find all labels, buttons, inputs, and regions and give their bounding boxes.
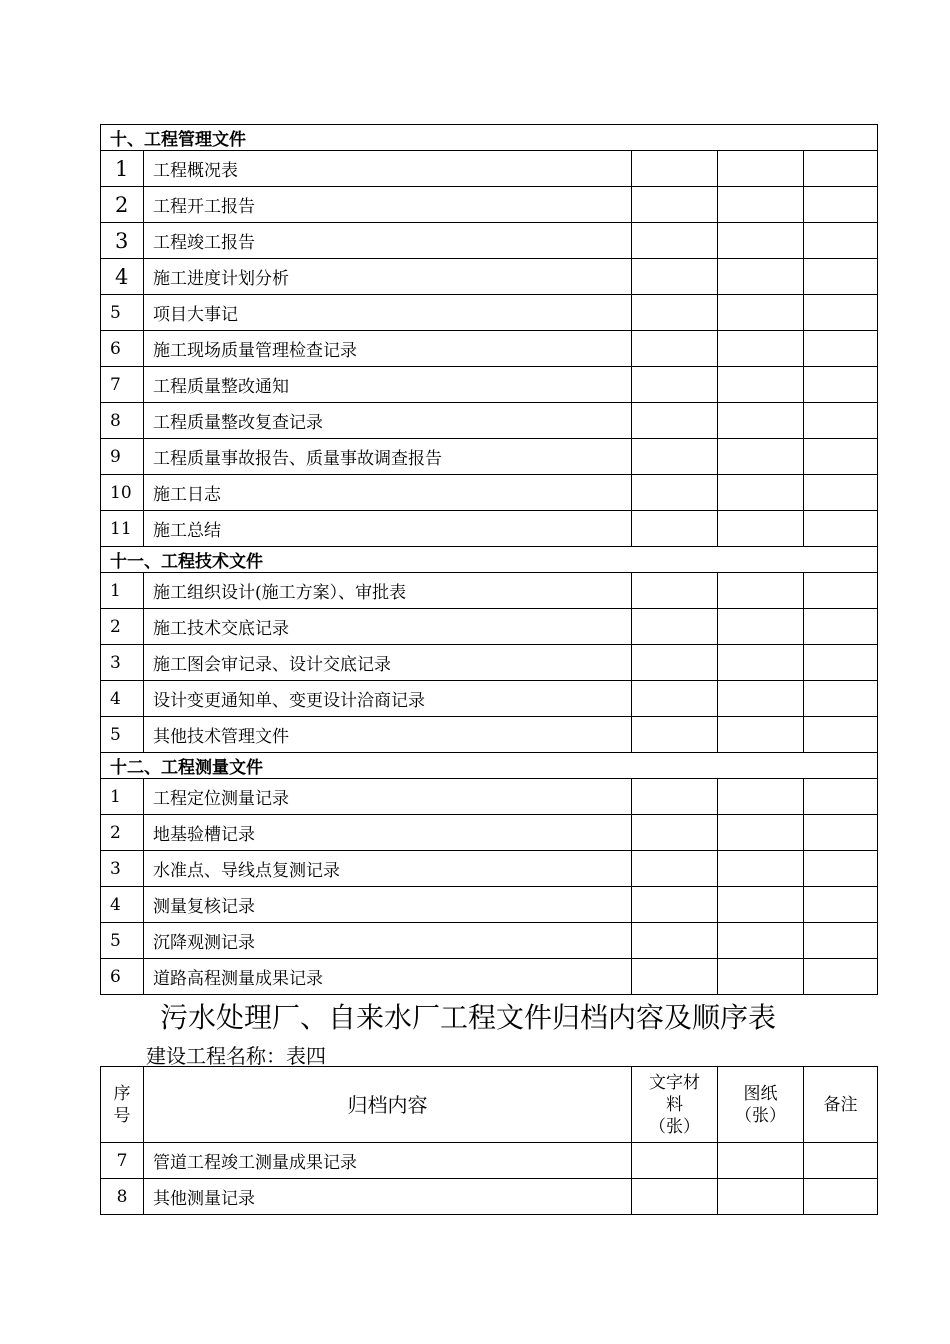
section-title: 十二、工程测量文件 xyxy=(101,753,878,779)
text-pages-cell xyxy=(632,259,718,295)
table-row xyxy=(101,573,878,609)
row-number: 4 xyxy=(101,259,144,295)
row-number: 9 xyxy=(101,439,144,475)
drawing-pages-cell xyxy=(718,367,804,403)
table-row xyxy=(101,1143,878,1179)
table-row xyxy=(101,403,878,439)
text-pages-cell xyxy=(632,439,718,475)
remarks-cell xyxy=(804,151,878,187)
row-number: 11 xyxy=(101,511,144,547)
text-pages-cell xyxy=(632,851,718,887)
table-row xyxy=(101,331,878,367)
drawing-pages-cell xyxy=(718,609,804,645)
drawing-pages-cell xyxy=(718,851,804,887)
text-pages-cell xyxy=(632,717,718,753)
row-number: 3 xyxy=(101,645,144,681)
row-number: 3 xyxy=(101,851,144,887)
row-item: 工程质量整改通知 xyxy=(144,367,632,403)
drawing-pages-cell xyxy=(718,511,804,547)
table-row xyxy=(101,511,878,547)
text-pages-cell xyxy=(632,887,718,923)
drawing-pages-cell xyxy=(718,295,804,331)
drawing-pages-cell xyxy=(718,717,804,753)
table-row xyxy=(101,259,878,295)
row-item: 工程质量整改复查记录 xyxy=(144,403,632,439)
text-pages-cell xyxy=(632,681,718,717)
drawing-pages-cell xyxy=(718,403,804,439)
header-seq xyxy=(101,1067,144,1143)
text-pages-cell xyxy=(632,511,718,547)
table-row xyxy=(101,923,878,959)
table-row xyxy=(101,887,878,923)
remarks-cell xyxy=(804,439,878,475)
remarks-cell xyxy=(804,331,878,367)
header-seq-line: 序 xyxy=(113,1083,131,1104)
header-drawing-line: 图纸 xyxy=(743,1083,778,1104)
row-number: 5 xyxy=(101,923,144,959)
section-header xyxy=(101,753,878,779)
text-pages-cell xyxy=(632,403,718,439)
drawing-pages-cell xyxy=(718,573,804,609)
table-row xyxy=(101,779,878,815)
remarks-cell xyxy=(804,295,878,331)
document-title: 污水处理厂、自来水厂工程文件归档内容及顺序表 xyxy=(160,1001,777,1034)
text-pages-cell xyxy=(632,475,718,511)
remarks-cell xyxy=(804,923,878,959)
table-row xyxy=(101,151,878,187)
table-row xyxy=(101,475,878,511)
row-item: 施工组织设计(施工方案）、审批表 xyxy=(144,573,632,609)
row-number: 7 xyxy=(101,367,144,403)
row-number: 2 xyxy=(101,609,144,645)
row-number: 5 xyxy=(101,717,144,753)
drawing-pages-cell xyxy=(718,887,804,923)
remarks-cell xyxy=(804,403,878,439)
section-header xyxy=(101,125,878,151)
remarks-cell xyxy=(804,681,878,717)
text-pages-cell xyxy=(632,223,718,259)
row-number: 3 xyxy=(101,223,144,259)
remarks-cell xyxy=(804,1179,878,1215)
text-pages-cell xyxy=(632,609,718,645)
header-content: 归档内容 xyxy=(144,1067,632,1143)
remarks-cell xyxy=(804,223,878,259)
row-item: 地基验槽记录 xyxy=(144,815,632,851)
row-item: 施工技术交底记录 xyxy=(144,609,632,645)
table-row xyxy=(101,439,878,475)
remarks-cell xyxy=(804,645,878,681)
remarks-cell xyxy=(804,887,878,923)
table-row xyxy=(101,959,878,995)
row-item: 工程开工报告 xyxy=(144,187,632,223)
header-text-pages xyxy=(632,1067,718,1143)
text-pages-cell xyxy=(632,295,718,331)
remarks-cell xyxy=(804,717,878,753)
project-name-label: 建设工程名称：表四 xyxy=(146,1044,326,1068)
row-number: 6 xyxy=(101,331,144,367)
remarks-cell xyxy=(804,815,878,851)
row-item: 工程质量事故报告、质量事故调查报告 xyxy=(144,439,632,475)
remarks-cell xyxy=(804,1143,878,1179)
drawing-pages-cell xyxy=(718,151,804,187)
row-number: 4 xyxy=(101,887,144,923)
remarks-cell xyxy=(804,187,878,223)
drawing-pages-cell xyxy=(718,959,804,995)
header-text-line: 料 xyxy=(666,1094,683,1115)
row-number: 2 xyxy=(101,815,144,851)
table-row xyxy=(101,681,878,717)
remarks-cell xyxy=(804,959,878,995)
drawing-pages-cell xyxy=(718,923,804,959)
text-pages-cell xyxy=(632,1143,718,1179)
text-pages-cell xyxy=(632,779,718,815)
text-pages-cell xyxy=(632,1179,718,1215)
row-item: 施工进度计划分析 xyxy=(144,259,632,295)
row-item: 管道工程竣工测量成果记录 xyxy=(144,1143,632,1179)
text-pages-cell xyxy=(632,959,718,995)
row-number: 8 xyxy=(101,1179,144,1215)
drawing-pages-cell xyxy=(718,223,804,259)
row-item: 施工日志 xyxy=(144,475,632,511)
remarks-cell xyxy=(804,511,878,547)
header-seq-line: 号 xyxy=(113,1105,131,1126)
text-pages-cell xyxy=(632,815,718,851)
row-number: 10 xyxy=(101,475,144,511)
row-item: 工程定位测量记录 xyxy=(144,779,632,815)
row-item: 项目大事记 xyxy=(144,295,632,331)
table-row xyxy=(101,187,878,223)
row-item: 水准点、导线点复测记录 xyxy=(144,851,632,887)
remarks-cell xyxy=(804,779,878,815)
table-row xyxy=(101,609,878,645)
row-number: 6 xyxy=(101,959,144,995)
row-item: 其他技术管理文件 xyxy=(144,717,632,753)
table-row xyxy=(101,717,878,753)
row-number: 1 xyxy=(101,573,144,609)
row-item: 施工总结 xyxy=(144,511,632,547)
table-header-row xyxy=(101,1067,878,1143)
remarks-cell xyxy=(804,259,878,295)
table-row xyxy=(101,815,878,851)
row-item: 工程概况表 xyxy=(144,151,632,187)
header-text-line: （张） xyxy=(649,1116,700,1137)
row-item: 道路高程测量成果记录 xyxy=(144,959,632,995)
row-item: 施工现场质量管理检查记录 xyxy=(144,331,632,367)
row-number: 4 xyxy=(101,681,144,717)
drawing-pages-cell xyxy=(718,439,804,475)
drawing-pages-cell xyxy=(718,475,804,511)
drawing-pages-cell xyxy=(718,681,804,717)
drawing-pages-cell xyxy=(718,779,804,815)
text-pages-cell xyxy=(632,187,718,223)
row-item: 沉降观测记录 xyxy=(144,923,632,959)
drawing-pages-cell xyxy=(718,1143,804,1179)
row-number: 5 xyxy=(101,295,144,331)
remarks-cell xyxy=(804,609,878,645)
table-row xyxy=(101,645,878,681)
drawing-pages-cell xyxy=(718,259,804,295)
row-item: 工程竣工报告 xyxy=(144,223,632,259)
text-pages-cell xyxy=(632,923,718,959)
row-number: 1 xyxy=(101,779,144,815)
drawing-pages-cell xyxy=(718,1179,804,1215)
row-number: 2 xyxy=(101,187,144,223)
text-pages-cell xyxy=(632,573,718,609)
header-drawing-line: （张） xyxy=(735,1105,786,1126)
remarks-cell xyxy=(804,573,878,609)
row-number: 7 xyxy=(101,1143,144,1179)
text-pages-cell xyxy=(632,645,718,681)
section-header xyxy=(101,547,878,573)
table-row xyxy=(101,223,878,259)
header-drawing-pages xyxy=(718,1067,804,1143)
remarks-cell xyxy=(804,367,878,403)
text-pages-cell xyxy=(632,331,718,367)
table-row xyxy=(101,367,878,403)
remarks-cell xyxy=(804,475,878,511)
table-row xyxy=(101,1179,878,1215)
section-title: 十一、工程技术文件 xyxy=(101,547,878,573)
row-number: 8 xyxy=(101,403,144,439)
row-item: 施工图会审记录、设计交底记录 xyxy=(144,645,632,681)
row-number: 1 xyxy=(101,151,144,187)
archive-table-continued xyxy=(100,124,878,995)
text-pages-cell xyxy=(632,151,718,187)
drawing-pages-cell xyxy=(718,645,804,681)
archive-table-four xyxy=(100,1066,878,1215)
drawing-pages-cell xyxy=(718,815,804,851)
section-title: 十、工程管理文件 xyxy=(101,125,878,151)
header-remarks: 备注 xyxy=(804,1067,878,1143)
row-item: 设计变更通知单、变更设计洽商记录 xyxy=(144,681,632,717)
table-row xyxy=(101,851,878,887)
header-text-line: 文字材 xyxy=(649,1072,700,1093)
drawing-pages-cell xyxy=(718,187,804,223)
drawing-pages-cell xyxy=(718,331,804,367)
table-row xyxy=(101,295,878,331)
text-pages-cell xyxy=(632,367,718,403)
remarks-cell xyxy=(804,851,878,887)
row-item: 其他测量记录 xyxy=(144,1179,632,1215)
row-item: 测量复核记录 xyxy=(144,887,632,923)
